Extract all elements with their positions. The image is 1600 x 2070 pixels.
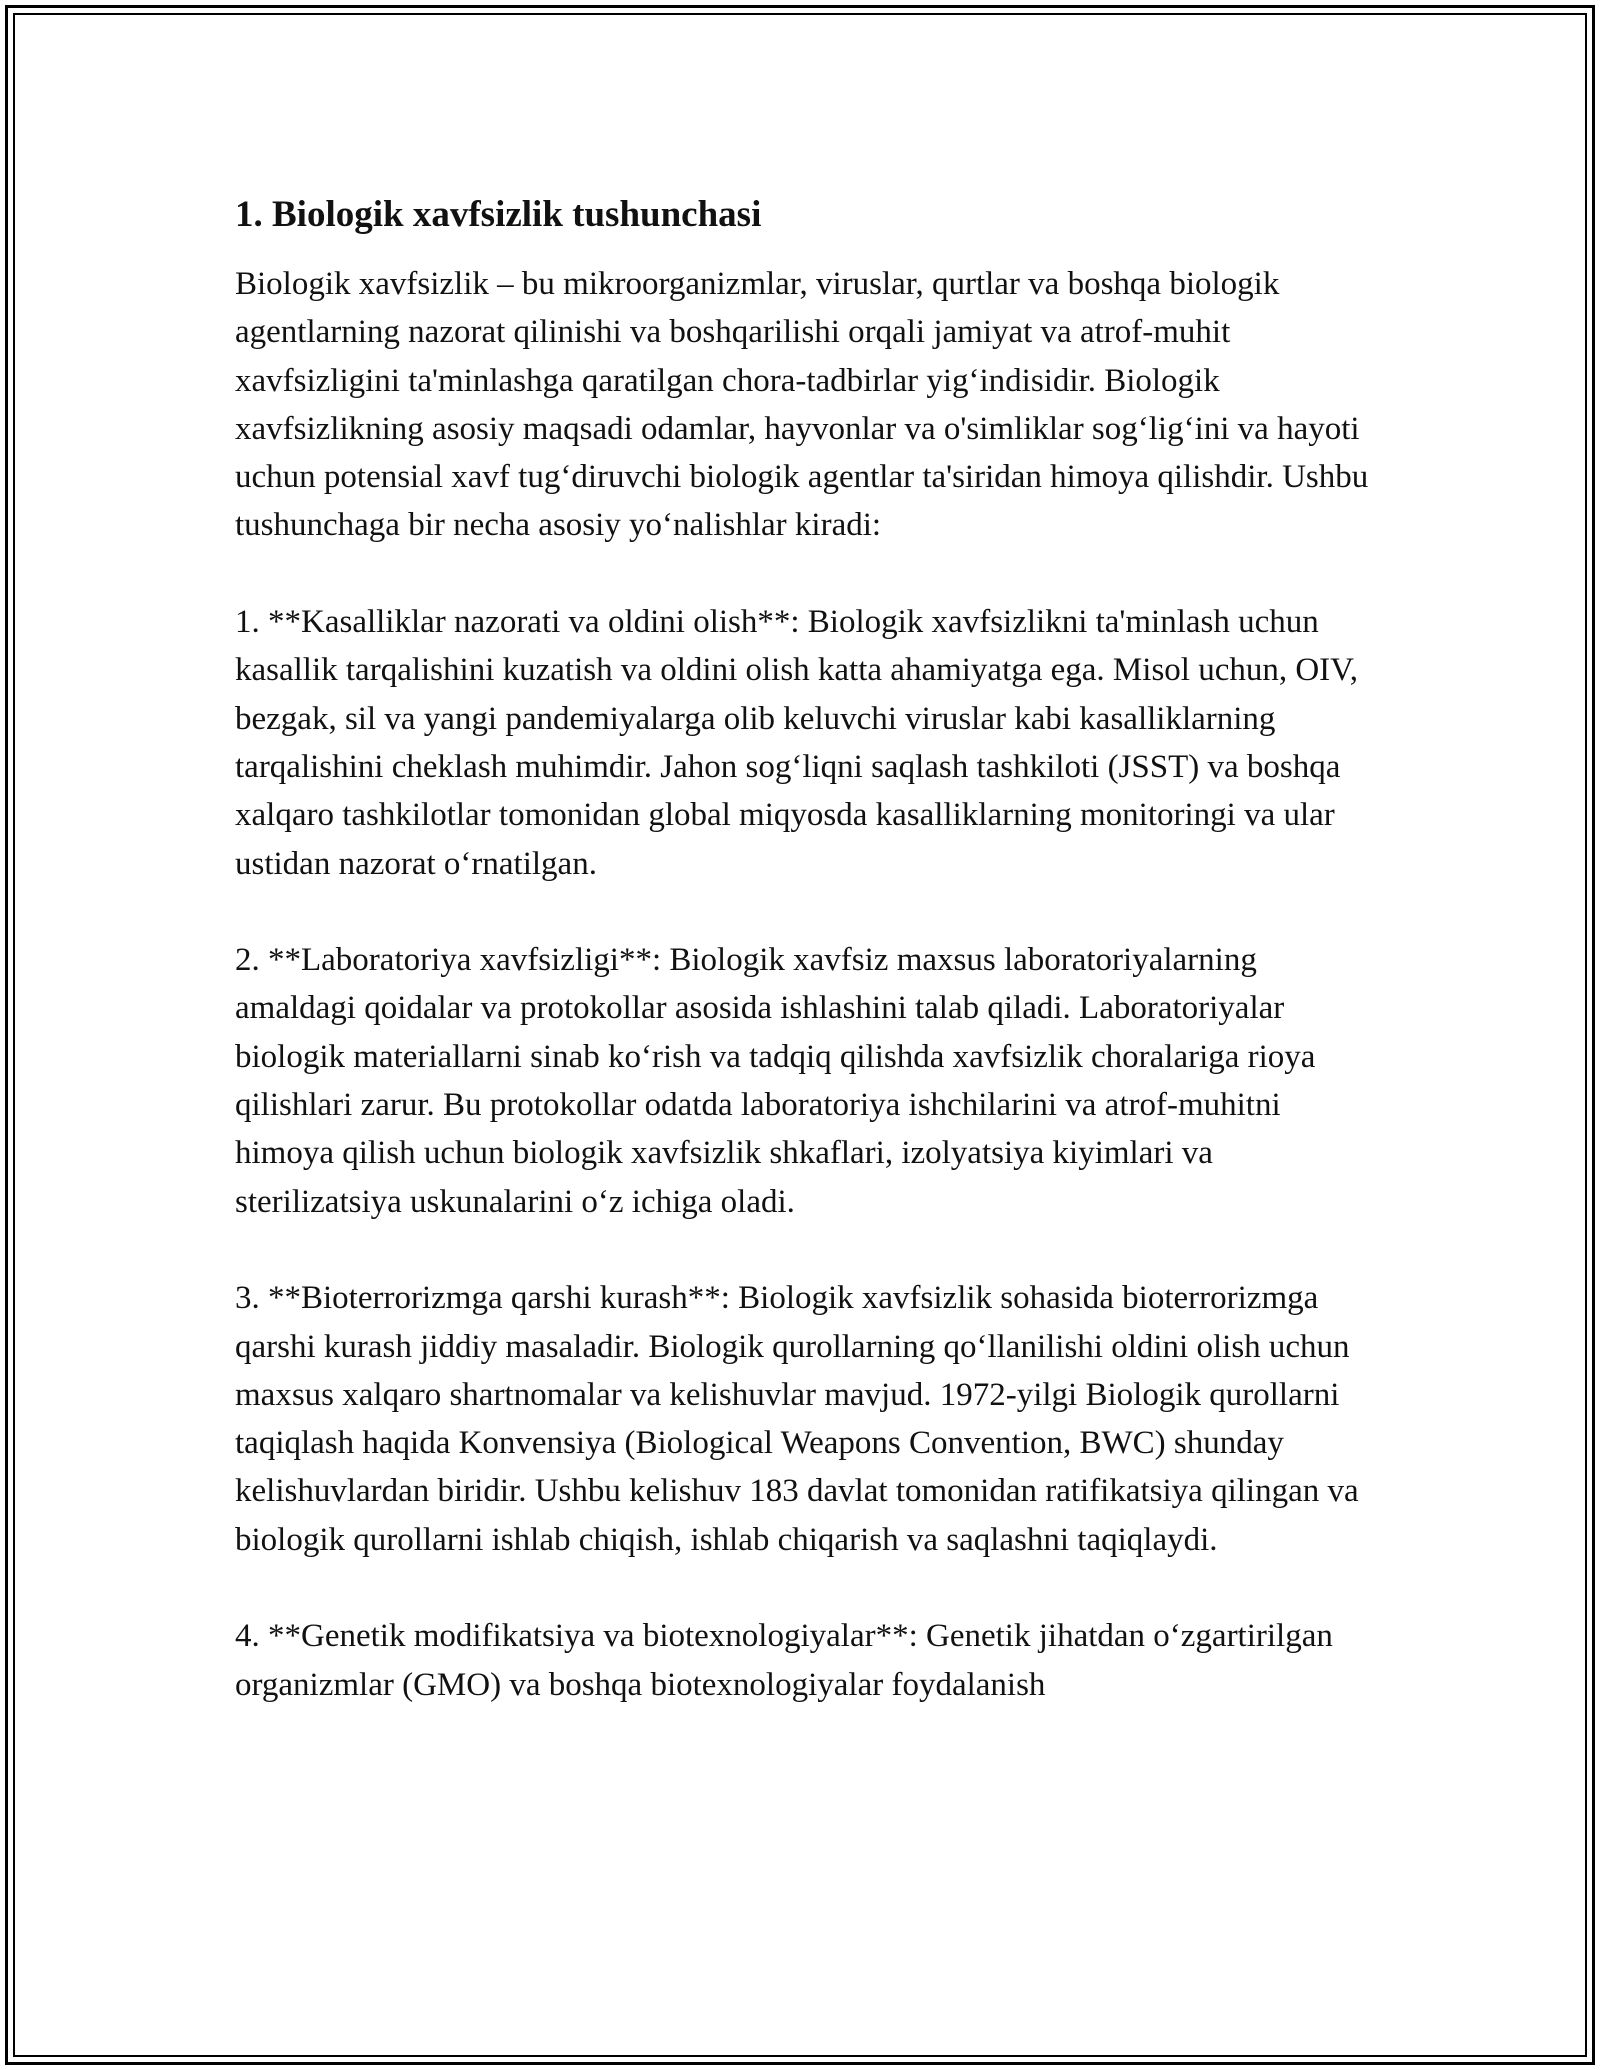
document-body xyxy=(235,190,1370,1709)
paragraph-disease-control: 1. **Kasalliklar nazorati va oldini olish**: Biologik xavfsizlikni ta'minlash uchun kasallik tarqalishini kuzatish va oldini olish katta ahamiyatga ega. Misol uchun, OIV, bezgak, sil va yangi pandemiyalarga olib keluvchi viruslar kabi kasalliklarning tarqalishini cheklash muhimdir. Jahon sog‘liqni saqlash tashkiloti (JSST) va boshqa xalqaro tashkilotlar tomonidan global miqyosda kasalliklarning monitoringi va ular ustidan nazorat o‘rnatilgan. xyxy=(235,604,1358,882)
section-heading: 1. Biologik xavfsizlik tushunchasi xyxy=(235,194,762,235)
intro-paragraph: Biologik xavfsizlik – bu mikroorganizmlar, viruslar, qurtlar va boshqa biologik agentlarning nazorat qilinishi va boshqarilishi orqali jamiyat va atrof-muhit xavfsizligini ta'minlashga qaratilgan chora-tadbirlar yig‘indisidir. Biologik xavfsizlikning asosiy maqsadi odamlar, hayvonlar va o'simliklar sog‘lig‘ini va hayoti uchun potensial xavf tug‘diruvchi biologik agentlar ta'siridan himoya qilishdir. Ushbu tushunchaga bir necha asosiy yo‘nalishlar kiradi: xyxy=(235,266,1369,544)
paragraph-genetic-modification: 4. **Genetik modifikatsiya va biotexnologiyalar**: Genetik jihatdan o‘zgartirilgan organizmlar (GMO) va boshqa biotexnologiyalar foydalanish xyxy=(235,1618,1333,1703)
paragraph-laboratory-safety: 2. **Laboratoriya xavfsizligi**: Biologik xavfsiz maxsus laboratoriyalarning amaldagi qoidalar va protokollar asosida ishlashini talab qiladi. Laboratoriyalar biologik materiallarni sinab ko‘rish va tadqiq qilishda xavfsizlik choralariga rioya qilishlari zarur. Bu protokollar odatda laboratoriya ishchilarini va atrof-muhitni himoya qilish uchun biologik xavfsizlik shkaflari, izolyatsiya kiyimlari va sterilizatsiya uskunalarini o‘z ichiga oladi. xyxy=(235,942,1316,1220)
paragraph-bioterrorism: 3. **Bioterrorizmga qarshi kurash**: Biologik xavfsizlik sohasida bioterrorizmga qarshi kurash jiddiy masaladir. Biologik qurollarning qo‘llanilishi oldini olish uchun maxsus xalqaro shartnomalar va kelishuvlar mavjud. 1972-yilgi Biologik qurollarni taqiqlash haqida Konvensiya (Biological Weapons Convention, BWC) shunday kelishuvlardan biridir. Ushbu kelishuv 183 davlat tomonidan ratifikatsiya qilingan va biologik qurollarni ishlab chiqish, ishlab chiqarish va saqlashni taqiqlaydi. xyxy=(235,1280,1359,1558)
